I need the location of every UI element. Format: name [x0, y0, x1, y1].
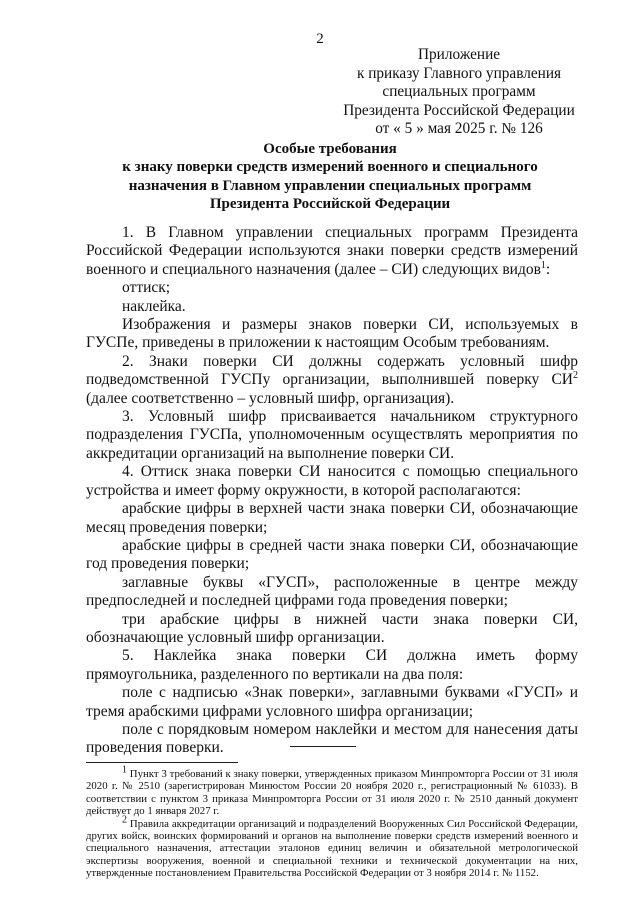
title-line: к знаку поверки средств измерений военного и специального: [122, 159, 538, 176]
document-title: [60, 140, 600, 214]
section-divider: [290, 746, 356, 747]
title-line: Президента Российской Федерации: [209, 196, 451, 213]
footnote-mark: 2: [122, 814, 127, 826]
footnote-ref-2: 2: [573, 370, 578, 382]
appendix-header: [300, 46, 618, 139]
footnote-divider: [86, 762, 238, 763]
footnote-ref-1: 1: [540, 259, 546, 271]
paragraph-text: :: [545, 260, 551, 278]
footnote-1: [86, 764, 578, 818]
title-line: Особые требования: [263, 141, 397, 157]
paragraph-3: 3. Условный шифр присваивается начальником структурного подразделения ГУСПа, уполномоченным осуществлять мероприятия по аккредитации организаций на выполнение поверки СИ.: [86, 408, 578, 462]
list-item: оттиск;: [122, 279, 171, 297]
page-number: 2: [316, 31, 324, 47]
paragraph-5: 5. Наклейка знака поверки СИ должна иметь форму прямоугольника, разделенного по вертикали на два поля:: [86, 647, 578, 683]
footnote-text: Правила аккредитации организаций и подразделений Вооруженных Сил Российской Федерации, других войск, воинских формирований и органов на выполнение поверки средств измерений военного и специального назначения, аттестации эталонов единиц величин и обязательной метрологической экспертизы вооружения, военной и специальной техники и технической документации на них, утвержденные постановлением Правительства Российской Федерации от 3 ноября 2014 г. № 1152.: [86, 817, 578, 880]
footnotes: [86, 764, 578, 880]
appendix-line: к приказу Главного управления: [356, 64, 562, 82]
appendix-line: специальных программ: [382, 83, 536, 101]
paragraph-4-item: арабские цифры в верхней части знака поверки СИ, обозначающие месяц проведения поверки;: [86, 500, 578, 536]
paragraph-4-item: арабские цифры в средней части знака поверки СИ, обозначающие год проведения поверки;: [86, 536, 578, 573]
appendix-line: Приложение: [417, 46, 501, 63]
paragraph-5-item: поле с надписью «Знак поверки», заглавными буквами «ГУСП» и тремя арабскими цифрами условного шифра организации;: [86, 684, 578, 720]
paragraph-images: Изображения и размеры знаков поверки СИ, используемых в ГУСПе, приведены в приложении к настоящим Особым требованиям.: [86, 316, 578, 352]
paragraph-2: [86, 353, 578, 408]
paragraph-4: 4. Оттиск знака поверки СИ наносится с помощью специального устройства и имеет форму окружности, в которой располагаются:: [86, 463, 578, 499]
document-body: [86, 224, 578, 758]
footnote-2: [86, 814, 578, 880]
paragraph-5-item: поле с порядковым номером наклейки и местом для нанесения даты проведения поверки.: [86, 720, 578, 757]
paragraph-text: 1. В Главном управлении специальных программ Президента Российской Федерации используются знаки поверки средств измерений военного и специального назначения (далее – СИ) следующих видов: [86, 224, 578, 278]
appendix-line: Президента Российской Федерации: [343, 101, 575, 119]
paragraph-text: 2. Знаки поверки СИ должны содержать условный шифр подведомственной ГУСПу организации, выполнившей поверку СИ: [86, 352, 578, 389]
paragraph-1: [86, 224, 578, 279]
paragraph-text: (далее соответственно – условный шифр, организация).: [86, 389, 455, 407]
paragraph-4-item: три арабские цифры в нижней части знака поверки СИ, обозначающие условный шифр организации.: [86, 610, 578, 646]
footnote-text: Пункт 3 требований к знаку поверки, утвержденных приказом Минпромторга России от 31 июля 2020 г. № 2510 (зарегистрирован Минюстом России 20 ноября 2020 г., регистрационный № 61033). В соответствии с пунктом 3 приказа Минпромторга России от 31 июля 2020 г. № 2510 данный документ действует до 1 января 2027 г.: [86, 768, 578, 818]
appendix-line: от « 5 » мая 2025 г. № 126: [375, 120, 543, 138]
footnote-mark: 1: [122, 764, 127, 776]
list-item: наклейка.: [122, 297, 186, 315]
title-line: назначения в Главном управлении специальных программ: [128, 177, 532, 194]
paragraph-4-item: заглавные буквы «ГУСП», расположенные в центре между предпоследней и последней цифрами года проведения поверки;: [86, 573, 578, 610]
